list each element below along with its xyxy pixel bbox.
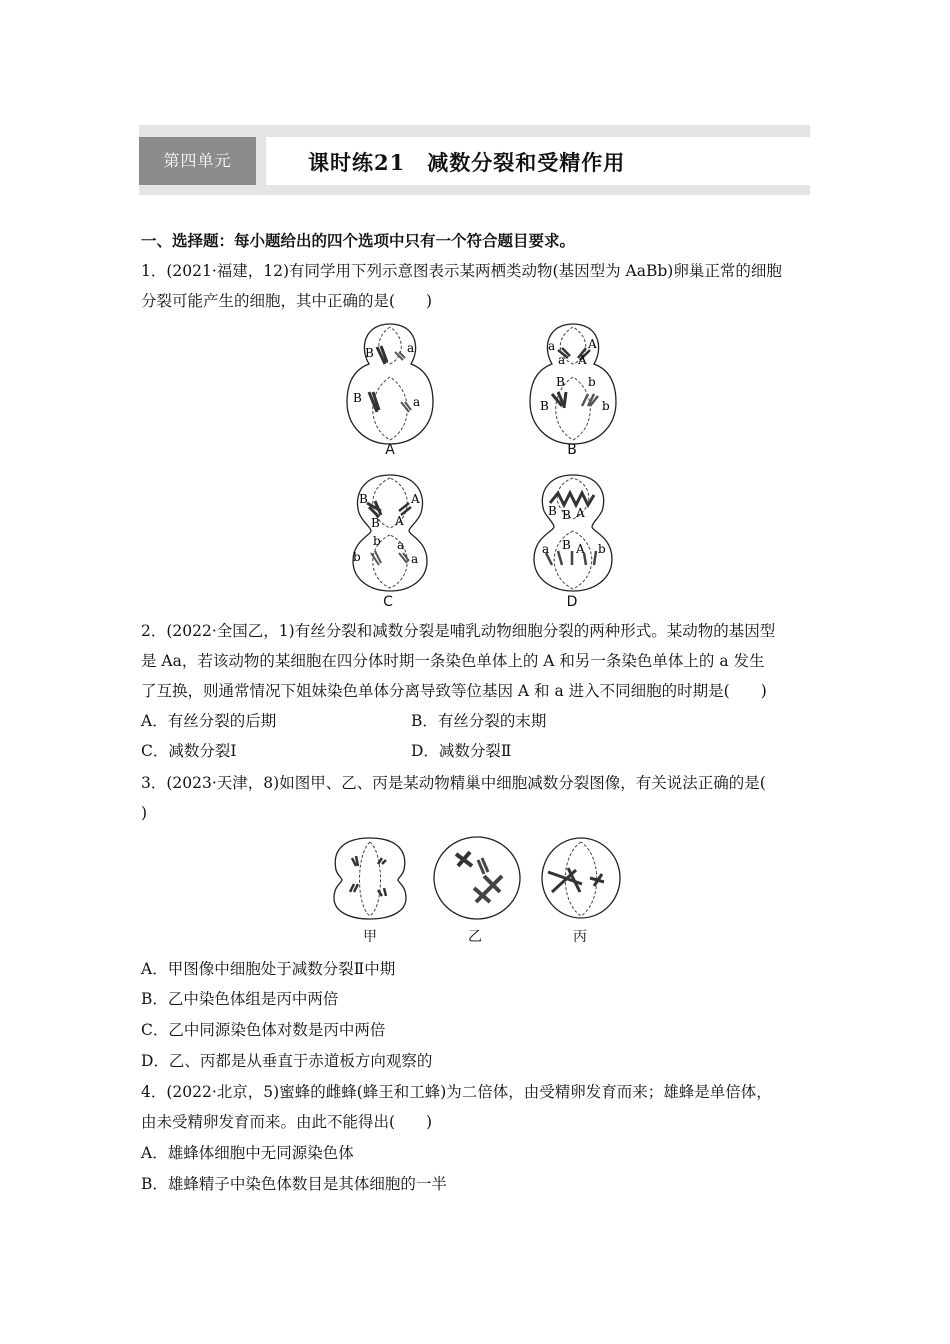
unit-label: 第四单元 xyxy=(139,137,256,185)
figure-label-bing: 丙 xyxy=(573,929,587,945)
gene-label: A xyxy=(395,514,404,528)
q3-line-1: 3．(2023·天津，8)如图甲、乙、丙是某动物精巢中细胞减数分裂图像，有关说法正确的是( xyxy=(141,774,766,792)
page-title: 课时练21 减数分裂和受精作用 xyxy=(308,150,626,175)
gene-label: a xyxy=(397,538,405,552)
gene-label: b xyxy=(588,375,596,389)
gene-label: a xyxy=(548,339,556,353)
section-heading: 一、选择题：每小题给出的四个选项中只有一个符合题目要求。 xyxy=(141,232,576,250)
q2-option-d[interactable]: D．减数分裂Ⅱ xyxy=(411,742,512,760)
gene-label: a xyxy=(558,353,566,367)
q3-option-b[interactable]: B．乙中染色体组是丙中两倍 xyxy=(141,990,339,1008)
q3-line-2: ) xyxy=(141,804,148,822)
q1-figure-a xyxy=(345,322,435,447)
gene-label: B xyxy=(371,516,380,530)
q1-figure-d xyxy=(528,473,618,593)
q3-option-d[interactable]: D．乙、丙都是从垂直于赤道板方向观察的 xyxy=(141,1052,433,1070)
gene-label: b xyxy=(598,542,606,556)
q4-line-2: 由未受精卵发育而来。由此不能得出( ) xyxy=(141,1113,433,1131)
q1-line-2: 分裂可能产生的细胞，其中正确的是( ) xyxy=(141,292,433,310)
gene-label: a xyxy=(407,341,415,355)
gene-label: A xyxy=(576,542,585,556)
q2-line-1: 2．(2022·全国乙，1)有丝分裂和减数分裂是哺乳动物细胞分裂的两种形式。某动物的基因型 xyxy=(141,622,776,640)
gene-label: a xyxy=(413,395,421,409)
figure-label-yi: 乙 xyxy=(468,929,482,945)
q1-figure-b xyxy=(528,322,618,447)
q3-figure-yi xyxy=(432,836,522,921)
gene-label: B xyxy=(562,538,571,552)
gene-label: B xyxy=(365,346,374,360)
gene-label: B xyxy=(556,375,565,389)
gene-label: A xyxy=(411,492,420,506)
gene-label: b xyxy=(602,399,610,413)
gene-label: a xyxy=(542,542,550,556)
q4-option-b[interactable]: B．雄蜂精子中染色体数目是其体细胞的一半 xyxy=(141,1175,447,1193)
q2-option-a[interactable]: A．有丝分裂的后期 xyxy=(141,712,277,730)
q4-option-a[interactable]: A．雄蜂体细胞中无同源染色体 xyxy=(141,1144,354,1162)
q2-line-2: 是 Aa，若该动物的某细胞在四分体时期一条染色单体上的 A 和另一条染色单体上的 a 发生 xyxy=(141,652,765,670)
gene-label: B xyxy=(562,508,571,522)
q2-option-b[interactable]: B．有丝分裂的末期 xyxy=(411,712,547,730)
gene-label: b xyxy=(353,550,361,564)
q2-option-c[interactable]: C．减数分裂Ⅰ xyxy=(141,742,237,760)
gene-label: B xyxy=(548,504,557,518)
figure-label-b: B xyxy=(567,442,577,458)
q1-figure-c xyxy=(345,473,435,593)
gene-label: b xyxy=(373,534,381,548)
gene-label: A xyxy=(588,337,597,351)
gene-label: B xyxy=(353,391,362,405)
gene-label: A xyxy=(578,353,587,367)
q3-option-c[interactable]: C．乙中同源染色体对数是丙中两倍 xyxy=(141,1021,386,1039)
q3-option-a[interactable]: A．甲图像中细胞处于减数分裂Ⅱ中期 xyxy=(141,960,396,978)
q3-figure-bing xyxy=(540,836,622,921)
q1-line-1: 1．(2021·福建，12)有同学用下列示意图表示某两栖类动物(基因型为 AaBb)卵巢正常的细胞 xyxy=(141,262,782,280)
figure-label-c: C xyxy=(383,594,393,610)
figure-label-d: D xyxy=(566,594,578,610)
figure-label-a: A xyxy=(385,442,395,458)
q3-figure-jia xyxy=(330,836,410,921)
figure-label-jia: 甲 xyxy=(363,929,377,945)
gene-label: B xyxy=(540,399,549,413)
gene-label: B xyxy=(359,492,368,506)
q2-line-3: 了互换，则通常情况下姐妹染色单体分离导致等位基因 A 和 a 进入不同细胞的时期是( ) xyxy=(141,682,767,700)
q4-line-1: 4．(2022·北京，5)蜜蜂的雌蜂(蜂王和工蜂)为二倍体，由受精卵发育而来；雄蜂是单倍体， xyxy=(141,1083,772,1101)
gene-label: A xyxy=(576,506,585,520)
gene-label: a xyxy=(411,552,419,566)
